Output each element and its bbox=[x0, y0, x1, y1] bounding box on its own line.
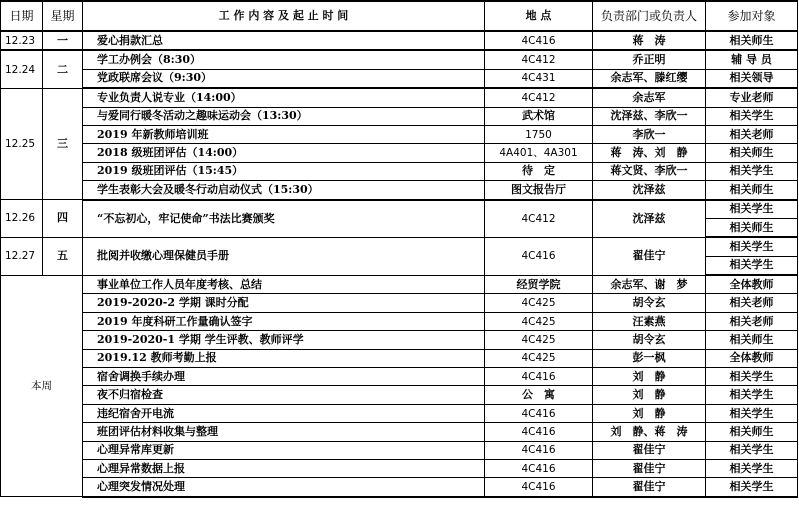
schedule-row bbox=[1, 88, 798, 107]
schedule-body bbox=[1, 31, 798, 497]
attendee-cell: 相关学生 bbox=[706, 441, 798, 459]
task-cell: 2019.12 教师考勤上报 bbox=[83, 349, 485, 367]
task-cell: 专业负责人说专业（14:00） bbox=[83, 88, 485, 107]
owner-cell: 刘 静 bbox=[593, 404, 706, 422]
attendee-cell: 相关学生 bbox=[706, 107, 798, 125]
task-cell: 2019 年度科研工作量确认签字 bbox=[83, 312, 485, 330]
place-cell: 4A401、4A301 bbox=[485, 144, 593, 162]
schedule-row bbox=[1, 404, 798, 422]
owner-cell: 翟佳宁 bbox=[593, 441, 706, 459]
owner-cell: 李欣一 bbox=[593, 125, 706, 143]
schedule-row bbox=[1, 441, 798, 459]
schedule-row bbox=[1, 200, 798, 219]
owner-cell: 翟佳宁 bbox=[593, 237, 706, 275]
date-cell: 12.26 bbox=[1, 200, 43, 238]
task-cell: 宿舍调换手续办理 bbox=[83, 368, 485, 386]
schedule-row bbox=[1, 349, 798, 367]
schedule-row bbox=[1, 294, 798, 312]
schedule-row bbox=[1, 237, 798, 256]
place-cell: 4C431 bbox=[485, 69, 593, 88]
owner-cell: 彭一枫 bbox=[593, 349, 706, 367]
schedule-row bbox=[1, 275, 798, 294]
date-cell: 12.25 bbox=[1, 88, 43, 199]
owner-cell: 刘 静 bbox=[593, 368, 706, 386]
schedule-row bbox=[1, 331, 798, 349]
place-cell: 4C416 bbox=[485, 478, 593, 497]
task-cell: 心理异常数据上报 bbox=[83, 459, 485, 477]
task-cell: 学工办例会（8:30） bbox=[83, 50, 485, 69]
attendee-cell: 相关师生 bbox=[706, 331, 798, 349]
attendee-cell: 相关老师 bbox=[706, 125, 798, 143]
place-cell: 武术馆 bbox=[485, 107, 593, 125]
header-date: 日期 bbox=[1, 1, 43, 31]
owner-cell: 余志军、谢 梦 bbox=[593, 275, 706, 294]
place-cell: 4C416 bbox=[485, 31, 593, 50]
task-cell: 党政联席会议（9:30） bbox=[83, 69, 485, 88]
place-cell: 4C416 bbox=[485, 237, 593, 275]
place-cell: 经贸学院 bbox=[485, 275, 593, 294]
attendee-cell: 相关领导 bbox=[706, 69, 798, 88]
attendee-cell: 全体教师 bbox=[706, 349, 798, 367]
place-cell: 待 定 bbox=[485, 162, 593, 180]
task-cell: 批阅并收缴心理保健员手册 bbox=[83, 237, 485, 275]
place-cell: 4C425 bbox=[485, 349, 593, 367]
task-cell: 违纪宿舍开电流 bbox=[83, 404, 485, 422]
date-cell: 12.24 bbox=[1, 50, 43, 88]
schedule-row bbox=[1, 478, 798, 497]
weekday-cell: 三 bbox=[43, 88, 83, 199]
header-attendees: 参加对象 bbox=[706, 1, 798, 31]
attendee-cell: 相关师生 bbox=[706, 144, 798, 162]
task-cell: 2019-2020-2 学期 课时分配 bbox=[83, 294, 485, 312]
place-cell: 4C416 bbox=[485, 459, 593, 477]
task-cell: 事业单位工作人员年度考核、总结 bbox=[83, 275, 485, 294]
schedule-row bbox=[1, 368, 798, 386]
owner-cell: 胡令玄 bbox=[593, 294, 706, 312]
attendee-cell: 相关学生 bbox=[706, 256, 798, 275]
attendee-cell: 相关学生 bbox=[706, 200, 798, 219]
task-cell: 爱心捐款汇总 bbox=[83, 31, 485, 50]
owner-cell: 翟佳宁 bbox=[593, 478, 706, 497]
header-content: 工 作 内 容 及 起 止 时 间 bbox=[83, 1, 485, 31]
owner-cell: 沈泽兹 bbox=[593, 181, 706, 200]
place-cell: 4C425 bbox=[485, 312, 593, 330]
owner-cell: 蒋 涛 bbox=[593, 31, 706, 50]
attendee-cell: 全体教师 bbox=[706, 275, 798, 294]
attendee-cell: 相关学生 bbox=[706, 459, 798, 477]
owner-cell: 沈泽兹、李欣一 bbox=[593, 107, 706, 125]
date-cell: 12.23 bbox=[1, 31, 43, 50]
owner-cell: 胡令玄 bbox=[593, 331, 706, 349]
weekday-cell: 五 bbox=[43, 237, 83, 275]
task-cell: 心理突发情况处理 bbox=[83, 478, 485, 497]
task-cell: 班团评估材料收集与整理 bbox=[83, 423, 485, 441]
owner-cell: 翟佳宁 bbox=[593, 459, 706, 477]
attendee-cell: 相关师生 bbox=[706, 423, 798, 441]
task-cell: 与爱同行暖冬活动之趣味运动会（13:30） bbox=[83, 107, 485, 125]
task-cell: 2019 年新教师培训班 bbox=[83, 125, 485, 143]
place-cell: 4C412 bbox=[485, 200, 593, 238]
schedule-row bbox=[1, 107, 798, 125]
attendee-cell: 辅 导 员 bbox=[706, 50, 798, 69]
place-cell: 4C425 bbox=[485, 294, 593, 312]
owner-cell: 蒋文贤、李欣一 bbox=[593, 162, 706, 180]
owner-cell: 乔正明 bbox=[593, 50, 706, 69]
weekday-cell: 二 bbox=[43, 50, 83, 88]
schedule-row bbox=[1, 162, 798, 180]
attendee-cell: 相关学生 bbox=[706, 404, 798, 422]
attendee-cell: 相关老师 bbox=[706, 294, 798, 312]
owner-cell: 沈泽兹 bbox=[593, 200, 706, 238]
task-cell: 2018 级班团评估（14:00） bbox=[83, 144, 485, 162]
group-label: 本周 bbox=[1, 275, 83, 497]
weekday-cell: 四 bbox=[43, 200, 83, 238]
header-place: 地 点 bbox=[485, 1, 593, 31]
owner-cell: 余志军、滕红缨 bbox=[593, 69, 706, 88]
task-cell: 2019 级班团评估（15:45） bbox=[83, 162, 485, 180]
schedule-row bbox=[1, 125, 798, 143]
owner-cell: 汪素燕 bbox=[593, 312, 706, 330]
place-cell: 4C416 bbox=[485, 441, 593, 459]
attendee-cell: 相关师生 bbox=[706, 218, 798, 237]
header-owner: 负责部门或负责人 bbox=[593, 1, 706, 31]
attendee-cell: 相关学生 bbox=[706, 386, 798, 404]
task-cell: 夜不归宿检查 bbox=[83, 386, 485, 404]
attendee-cell: 相关学生 bbox=[706, 368, 798, 386]
header-row bbox=[1, 1, 798, 31]
schedule-row bbox=[1, 312, 798, 330]
schedule-row bbox=[1, 50, 798, 69]
date-cell: 12.27 bbox=[1, 237, 43, 275]
schedule-row bbox=[1, 31, 798, 50]
attendee-cell: 相关师生 bbox=[706, 31, 798, 50]
place-cell: 1750 bbox=[485, 125, 593, 143]
task-cell: 心理异常库更新 bbox=[83, 441, 485, 459]
attendee-cell: 相关学生 bbox=[706, 478, 798, 497]
place-cell: 公 寓 bbox=[485, 386, 593, 404]
attendee-cell: 相关老师 bbox=[706, 312, 798, 330]
task-cell: “不忘初心，牢记使命”书法比赛颁奖 bbox=[83, 200, 485, 238]
weekday-cell: 一 bbox=[43, 31, 83, 50]
attendee-cell: 相关学生 bbox=[706, 237, 798, 256]
schedule-row bbox=[1, 459, 798, 477]
place-cell: 4C416 bbox=[485, 368, 593, 386]
place-cell: 4C416 bbox=[485, 423, 593, 441]
header-weekday: 星期 bbox=[43, 1, 83, 31]
owner-cell: 刘 静 bbox=[593, 386, 706, 404]
place-cell: 图文报告厅 bbox=[485, 181, 593, 200]
owner-cell: 余志军 bbox=[593, 88, 706, 107]
schedule-row bbox=[1, 144, 798, 162]
place-cell: 4C412 bbox=[485, 50, 593, 69]
owner-cell: 蒋 涛、刘 静 bbox=[593, 144, 706, 162]
place-cell: 4C416 bbox=[485, 404, 593, 422]
schedule-row bbox=[1, 423, 798, 441]
place-cell: 4C425 bbox=[485, 331, 593, 349]
attendee-cell: 相关师生 bbox=[706, 181, 798, 200]
task-cell: 2019-2020-1 学期 学生评教、教师评学 bbox=[83, 331, 485, 349]
schedule-row bbox=[1, 386, 798, 404]
task-cell: 学生表彰大会及暖冬行动启动仪式（15:30） bbox=[83, 181, 485, 200]
schedule-row bbox=[1, 181, 798, 200]
attendee-cell: 专业老师 bbox=[706, 88, 798, 107]
schedule-row bbox=[1, 69, 798, 88]
owner-cell: 刘 静、蒋 涛 bbox=[593, 423, 706, 441]
attendee-cell: 相关学生 bbox=[706, 162, 798, 180]
place-cell: 4C412 bbox=[485, 88, 593, 107]
